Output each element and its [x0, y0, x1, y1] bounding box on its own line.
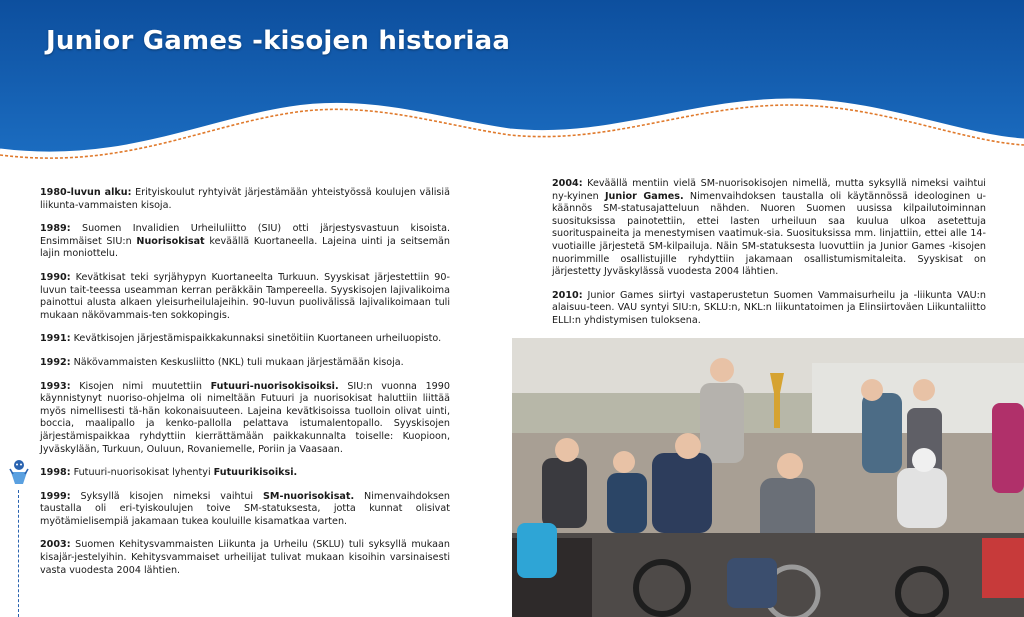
entry-year: 1989: — [40, 223, 71, 235]
page-title: Junior Games -kisojen historiaa — [46, 26, 511, 56]
entry-text: SIU:n vuonna 1990 käynnistynyt nuoriso-ohjelma oli nimeltään Futuuri ja nuorisokisat haluttiin liittää myös nimellisesti tä-hän kokonaisuuteen. Lajeina kevätkisoissa tuolloin olivat uinti, boccia, maalipallo ja kenko-pallolla pelattava istumalentopallo. Syyskisojen järjestämispaikkaa ryhdyttiin kierrättämään paikkakunnalta toiselle: Kuopioon, Jyväskylään, Turkuun, Ouluun, Rovaniemelle, Poriin ja Vaasaan. — [40, 380, 450, 455]
entry-year: 1999: — [40, 490, 71, 502]
entry-keyword: Futuurikisoiksi. — [213, 467, 298, 479]
entry-keyword: Junior Games. — [604, 190, 684, 202]
timeline-entry-2003 — [40, 539, 450, 577]
entry-year: 1990: — [40, 271, 71, 283]
entry-keyword: SM-nuorisokisat. — [263, 490, 355, 502]
timeline-entry-1991 — [40, 333, 450, 346]
entry-year: 1998: — [40, 467, 71, 479]
entry-text: Syksyllä kisojen nimeksi vaihtui — [80, 490, 254, 502]
timeline-entry-2010 — [552, 290, 986, 328]
entry-year: 1980-luvun alku: — [40, 187, 132, 198]
timeline-entry-1993 — [40, 381, 450, 457]
entry-year: 1991: — [40, 333, 71, 345]
timeline-entry-1998 — [40, 467, 450, 480]
timeline-right-column — [552, 178, 986, 339]
entry-text: Suomen Invalidien Urheiluliitto (SIU) otti järjestysvastuun kisoista. Ensimmäiset SIU:n — [40, 223, 450, 247]
timeline-entry-1990 — [40, 272, 450, 322]
entry-text: Futuuri-nuorisokisat lyhentyi — [73, 467, 211, 479]
entry-keyword: Futuuri-nuorisokisoiksi. — [210, 380, 339, 392]
entry-text: Näkövammaisten Keskusliitto (NKL) tuli mukaan järjestämään kisoja. — [73, 356, 404, 368]
timeline-dashed-line — [18, 490, 19, 617]
entry-year: 2004: — [552, 178, 583, 189]
entry-text: Suomen Kehitysvammaisten Liikunta ja Urheilu (SKLU) tuli syksyllä mukaan kisajär-jestelyihin. Kehitysvammaiset urheilijat tulivat mukaan kisoihin varsinaisesti vasta vuodesta 2004 lähtien. — [40, 539, 450, 576]
timeline-entry-2004 — [552, 178, 986, 279]
entry-text: Keväällä mentiin vielä SM-nuorisokisojen nimellä, mutta syksyllä nimeksi vaihtui ny-kyinen — [552, 178, 986, 202]
entry-text: Kevätkisat teki syrjähypyn Kuortaneelta Turkuun. Syyskisat järjestettiin 90-luvun tait-teessa useamman kerran peräkkäin Tampereella. Syyskisojen lajivalikoima painottui alusta alkaen yleisurheilulajeihin. 90-luvun puolivälissä lajivalikoimaan tuli mukaan näkövammais-ten sokkopingis. — [40, 271, 450, 321]
entry-year: 1993: — [40, 380, 71, 392]
entry-text: Nimenvaihdoksen taustalla oli käytännössä ideologinen u-käännös SM-statusajatteluun nähden. Nuoren Suomen uusissa kilpailutoiminnan suosituksissa painotettiin, ettei lasten urheiluun saa kuulua ulkoa asetettuja suorituspaineita ja menestymisen vaatimuk-sia. Suosituksissa mm. linjattiin, ettei alle 14-vuotiaille järjestetä SM-kilpailuja. Näin SM-statuksesta luovuttiin ja Junior Games -kisojen nuorimmille osallistujille ryhdyttiin jakamaan osallistumismitaleita. Syyskisat on järjestetty Jyväskylässä vuodesta 2004 lähtien. — [552, 190, 986, 278]
entry-keyword: Nuorisokisat — [136, 235, 205, 247]
mascot-logo-icon — [8, 458, 30, 486]
entry-text: Erityiskoulut ryhtyivät järjestämään yhteistyössä koulujen välisiä liikunta-vammaisten kisoja. — [40, 187, 450, 211]
timeline-entry-1980 — [40, 187, 450, 212]
timeline-left-column — [40, 187, 450, 588]
entry-year: 1992: — [40, 356, 71, 368]
entry-text: Kevätkisojen järjestämispaikkakunnaksi sinetöitiin Kuortaneen urheiluopisto. — [73, 333, 442, 345]
entry-text: Kisojen nimi muutettiin — [79, 380, 202, 392]
timeline-entry-1989 — [40, 223, 450, 261]
timeline-entry-1992 — [40, 357, 450, 370]
timeline-entry-1999 — [40, 491, 450, 529]
event-photo — [512, 338, 1024, 617]
entry-year: 2010: — [552, 289, 583, 301]
entry-year: 2003: — [40, 539, 71, 551]
entry-text: keväällä Kuortaneella. Lajeina uinti ja seitsemän lajin moniottelu. — [40, 235, 450, 260]
entry-text: Nimenvaihdoksen taustalla oli eri-tyiskoulujen toive SM-statuksesta, jotta kunnat olisivat myötämielisempiä jakamaan tukea kouluille kisamatkaa varten. — [40, 490, 451, 527]
entry-text: Junior Games siirtyi vastaperustetun Suomen Vammaisurheilu ja -liikunta VAU:n alaisuu-teen. VAU syntyi SIU:n, SKLU:n, NKL:n liikuntatoimen ja Elinsiirtoväen Liikuntaliitto ELLI:n yhdistymisen tuloksena. — [552, 289, 986, 326]
